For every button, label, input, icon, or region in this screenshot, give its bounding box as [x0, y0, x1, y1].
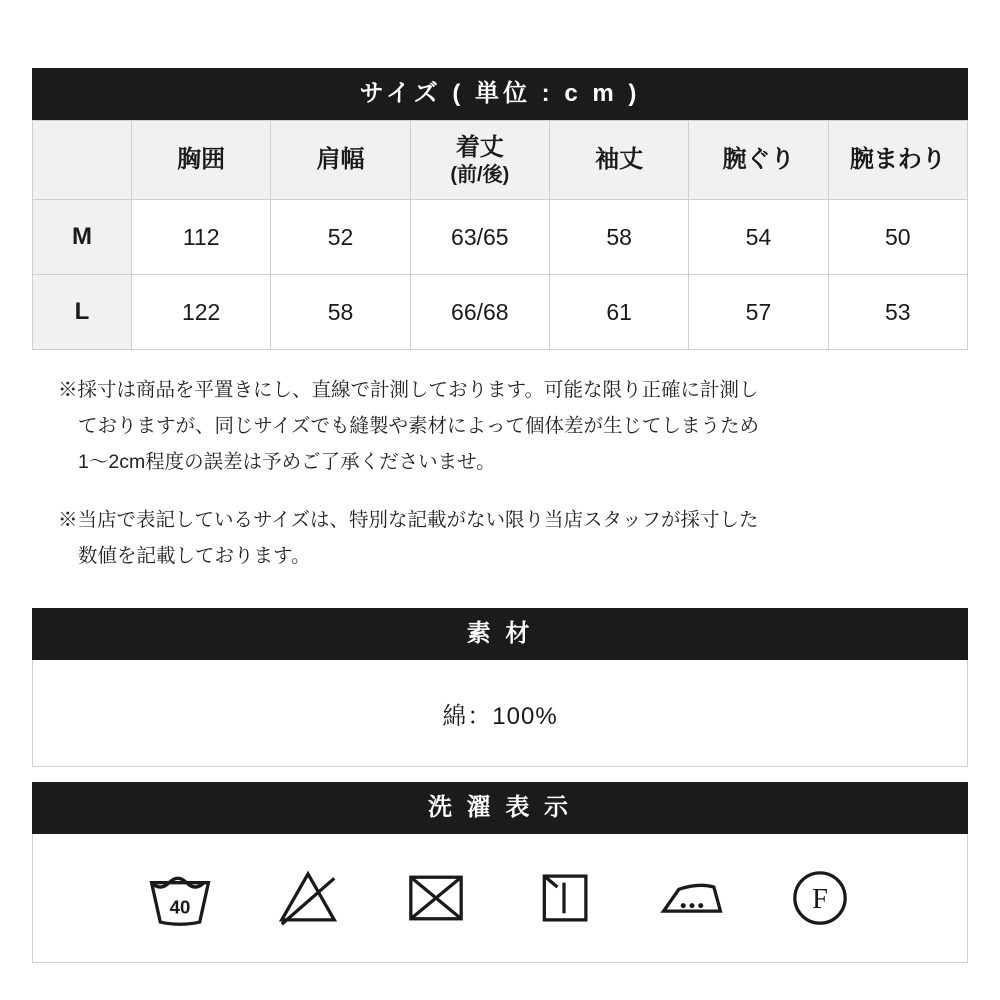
cell-m-bust: 112 [132, 200, 271, 275]
table-row [33, 200, 968, 275]
column-header-label: 着丈 [455, 133, 504, 161]
column-header-label: 腕まわり [849, 146, 946, 173]
column-header-bust [132, 121, 271, 200]
cell-l-sleeve: 61 [549, 275, 688, 350]
laundry-icon-row [32, 834, 968, 963]
material-section-title: 素 材 [32, 608, 968, 660]
column-header-label: 袖丈 [595, 146, 644, 173]
iron-low-icon [654, 860, 730, 936]
dry-clean-f-icon [782, 860, 858, 936]
drip-dry-line-icon [526, 860, 602, 936]
material-value: 綿：100% [442, 702, 558, 730]
material-section [32, 608, 968, 767]
size-table [32, 120, 968, 350]
column-header-sleeve [549, 121, 688, 200]
column-header-armhole [689, 121, 828, 200]
note-staff-measured [58, 502, 948, 574]
cell-l-bust: 122 [132, 275, 271, 350]
cell-l-shoulder: 58 [271, 275, 410, 350]
table-header-row [33, 121, 968, 200]
note-line: ※当店で表記しているサイズは、特別な記載がない限り当店スタッフが採寸した [58, 509, 759, 532]
column-header-sublabel: (前/後) [450, 163, 510, 186]
no-tumble-dry-icon [398, 860, 474, 936]
note-line: 1〜2cm程度の誤差は予めご了承くださいませ。 [78, 451, 496, 474]
cell-m-sleeve: 58 [549, 200, 688, 275]
laundry-section [32, 782, 968, 963]
size-section [32, 68, 968, 350]
laundry-section-title: 洗 濯 表 示 [32, 782, 968, 834]
no-bleach-icon [270, 860, 346, 936]
svg-text:F: F [812, 883, 828, 915]
cell-m-armhole: 54 [689, 200, 828, 275]
column-header-label: 肩幅 [316, 146, 365, 173]
cell-m-length: 63/65 [410, 200, 549, 275]
cell-l-armhole: 57 [689, 275, 828, 350]
column-header-label: 腕ぐり [722, 146, 795, 173]
material-body [32, 660, 968, 767]
cell-m-shoulder: 52 [271, 200, 410, 275]
note-line: 数値を記載しております。 [78, 545, 311, 568]
svg-text:40: 40 [169, 896, 191, 918]
cell-l-arm-circumference: 53 [828, 275, 967, 350]
row-label-m: M [33, 200, 132, 275]
table-row [33, 275, 968, 350]
size-table-body [33, 200, 968, 350]
column-header-arm-circumference [828, 121, 967, 200]
size-section-title: サイズ ( 単位 : c m ) [32, 68, 968, 120]
cell-l-length: 66/68 [410, 275, 549, 350]
row-label-l: L [33, 275, 132, 350]
column-header-shoulder [271, 121, 410, 200]
cell-m-arm-circumference: 50 [828, 200, 967, 275]
notes-section [58, 372, 948, 596]
note-measurement [58, 372, 948, 480]
size-table-corner-cell [33, 121, 132, 200]
size-table-head [33, 121, 968, 200]
note-line: ておりますが、同じサイズでも縫製や素材によって個体差が生じてしまうため [78, 415, 759, 438]
column-header-length [410, 121, 549, 200]
wash-40-icon [142, 860, 218, 936]
note-line: ※採寸は商品を平置きにし、直線で計測しております。可能な限り正確に計測し [58, 379, 759, 401]
column-header-label: 胸囲 [177, 146, 226, 173]
